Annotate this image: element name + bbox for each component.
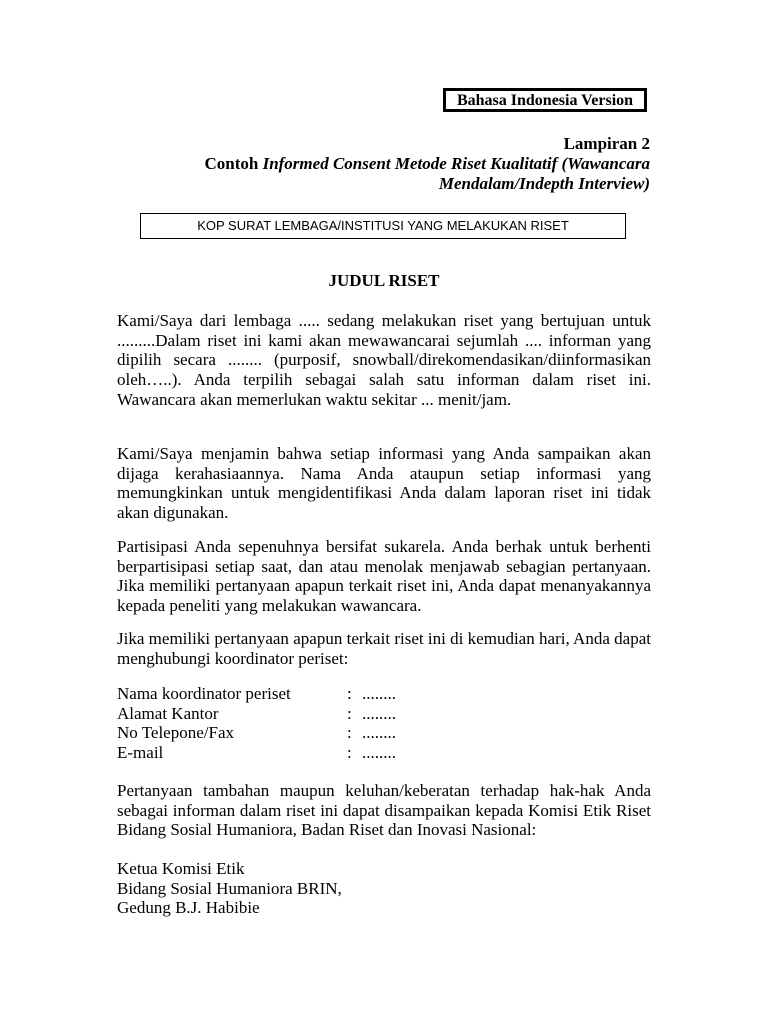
contact-label: Nama koordinator periset xyxy=(117,684,291,703)
ethics-committee-address xyxy=(117,859,342,918)
address-line: Gedung B.J. Habibie xyxy=(117,898,260,917)
language-version-label: Bahasa Indonesia Version xyxy=(443,88,647,112)
paragraph-contact-intro: Jika memiliki pertanyaan apapun terkait riset ini di kemudian hari, Anda dapat menghubungi koordinator periset: xyxy=(117,629,651,668)
appendix-title xyxy=(130,154,650,194)
paragraph-introduction: Kami/Saya dari lembaga ..... sedang melakukan riset yang bertujuan untuk .........Dalam riset ini kami akan mewawancarai sejumlah .... informan yang dipilih secara ........ (purposif, snowball/direkomendasikan/diinformasikan oleh…..). Anda terpilih sebagai salah satu informan dalam riset ini. Wawancara akan memerlukan waktu sekitar ... menit/jam. xyxy=(117,311,651,409)
address-line: Ketua Komisi Etik xyxy=(117,859,245,878)
paragraph-complaints: Pertanyaan tambahan maupun keluhan/keberatan terhadap hak-hak Anda sebagai informan dalam riset ini dapat disampaikan kepada Komisi Etik Riset Bidang Sosial Humaniora, Badan Riset dan Inovasi Nasional: xyxy=(117,781,651,840)
contact-label: E-mail xyxy=(117,742,164,762)
contact-label: No Telepone/Fax xyxy=(117,723,234,742)
contact-separator: : xyxy=(347,703,352,723)
contact-separator: : xyxy=(347,723,352,742)
contact-separator: : xyxy=(347,742,352,762)
address-line: Bidang Sosial Humaniora BRIN, xyxy=(117,878,342,898)
coordinator-contact-list xyxy=(117,684,437,762)
contact-row-phone xyxy=(117,723,437,743)
contact-value: ........ xyxy=(362,684,396,703)
contact-value: ........ xyxy=(362,742,396,762)
contact-value: ........ xyxy=(362,703,396,723)
appendix-title-prefix: Contoh xyxy=(204,154,263,173)
appendix-title-italic: Informed Consent Metode Riset Kualitatif (Wawancara Mendalam/Indepth Interview) xyxy=(262,154,650,193)
paragraph-participation: Partisipasi Anda sepenuhnya bersifat sukarela. Anda berhak untuk berhenti berpartisipasi setiap saat, dan atau menolak menjawab sebagian pertanyaan. Jika memiliki pertanyaan apapun terkait riset ini, Anda dapat menanyakannya kepada peneliti yang melakukan wawancara. xyxy=(117,537,651,616)
contact-label: Alamat Kantor xyxy=(117,703,219,723)
contact-separator: : xyxy=(347,684,352,703)
contact-row-address xyxy=(117,704,437,724)
paragraph-confidentiality: Kami/Saya menjamin bahwa setiap informasi yang Anda sampaikan akan dijaga kerahasiaannya. Nama Anda ataupun setiap informasi yang memungkinkan untuk mengidentifikasi Anda dalam laporan riset ini tidak akan digunakan. xyxy=(117,444,651,523)
contact-value: ........ xyxy=(362,723,396,742)
appendix-number: Lampiran 2 xyxy=(563,134,650,153)
contact-row-name xyxy=(117,684,437,704)
research-title: JUDUL RISET xyxy=(328,271,440,290)
contact-row-email xyxy=(117,743,437,763)
letterhead-placeholder: KOP SURAT LEMBAGA/INSTITUSI YANG MELAKUKAN RISET xyxy=(140,213,626,239)
